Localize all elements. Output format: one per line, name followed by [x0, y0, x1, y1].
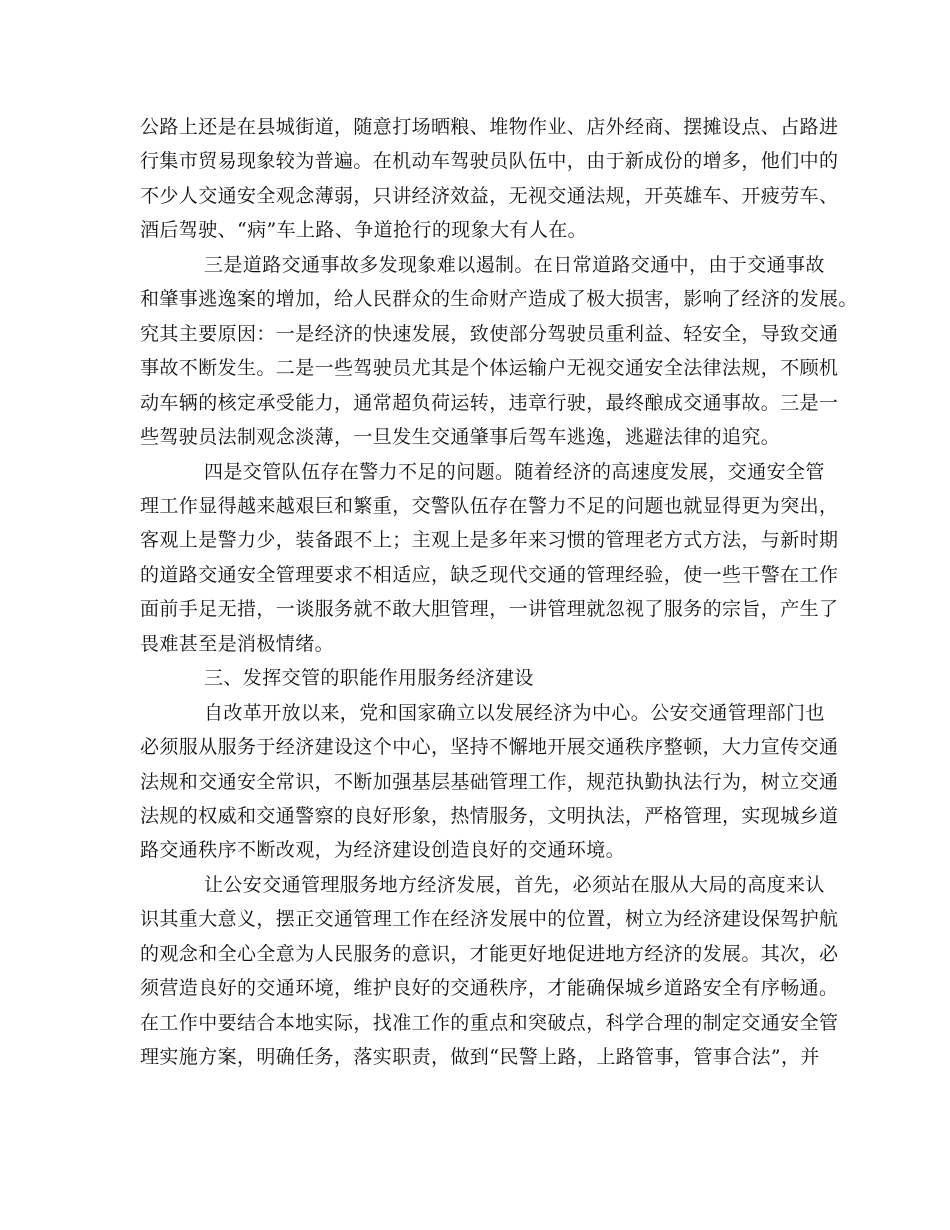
text-line: 理实施方案，明确任务，落实职责，做到“民警上路，上路管事，管事合法”，并: [140, 1046, 820, 1069]
paragraph-first-line: 四是交管队伍存在警力不足的问题。随着经济的高速度发展，交通安全管: [204, 460, 825, 483]
text-line: 识其重大意义，摆正交通管理工作在经济发展中的位置，树立为经济建设保驾护航: [140, 908, 839, 931]
text-line: 和肇事逃逸案的增加，给人民群众的生命财产造成了极大损害，影响了经济的发展。: [140, 288, 858, 311]
text-line: 法规和交通安全常识，不断加强基层基础管理工作，规范执勤执法行为，树立交通: [140, 770, 839, 793]
text-line: 在工作中要结合本地实际，找准工作的重点和突破点，科学合理的制定交通安全管: [140, 1011, 839, 1034]
text-line: 畏难甚至是消极情绪。: [140, 632, 335, 655]
text-line: 公路上还是在县城街道，随意打场晒粮、堆物作业、店外经商、摆摊设点、占路进: [140, 116, 839, 138]
text-line: 理工作显得越来越艰巨和繁重，交警队伍存在警力不足的问题也就显得更为突出，: [140, 494, 839, 517]
text-line: 动车辆的核定承受能力，通常超负荷运转，违章行驶，最终酿成交通事故。三是一: [140, 391, 839, 414]
text-line: 须营造良好的交通环境，维护良好的交通秩序，才能确保城乡道路安全有序畅通。: [140, 977, 839, 1000]
paragraph-first-line: 三、发挥交管的职能作用服务经济建设: [204, 667, 534, 690]
text-line: 不少人交通安全观念薄弱，只讲经济效益，无视交通法规，开英雄车、开疲劳车、: [140, 184, 839, 207]
text-line: 客观上是警力少，装备跟不上；主观上是多年来习惯的管理老方式方法，与新时期: [140, 529, 839, 552]
text-line: 必须服从服务于经济建设这个中心，坚持不懈地开展交通秩序整顿，大力宣传交通: [140, 736, 839, 759]
text-line: 事故不断发生。二是一些驾驶员尤其是个体运输户无视交通安全法律法规，不顾机: [140, 357, 839, 380]
text-line: 行集市贸易现象较为普遍。在机动车驾驶员队伍中，由于新成份的增多，他们中的: [140, 150, 839, 173]
text-line: 些驾驶员法制观念淡薄，一旦发生交通肇事后驾车逃逸，逃避法律的追究。: [140, 426, 781, 449]
text-line: 的观念和全心全意为人民服务的意识，才能更好地促进地方经济的发展。其次，必: [140, 942, 839, 965]
paragraph-first-line: 三是道路交通事故多发现象难以遏制。在日常道路交通中，由于交通事故: [204, 253, 825, 276]
text-line: 路交通秩序不断改观，为经济建设创造良好的交通环境。: [140, 839, 626, 862]
paragraph-first-line: 让公安交通管理服务地方经济发展，首先，必须站在服从大局的高度来认: [204, 873, 825, 896]
text-line: 的道路交通安全管理要求不相适应，缺乏现代交通的管理经验，使一些干警在工作: [140, 563, 839, 586]
text-line: 酒后驾驶、“病”车上路、争道抢行的现象大有人在。: [140, 219, 588, 242]
text-line: 法规的权威和交通警察的良好形象，热情服务，文明执法，严格管理，实现城乡道: [140, 805, 839, 827]
paragraph-first-line: 自改革开放以来，党和国家确立以发展经济为中心。公安交通管理部门也: [204, 701, 825, 724]
text-line: 面前手足无措，一谈服务就不敢大胆管理，一讲管理就忽视了服务的宗旨，产生了: [140, 598, 839, 621]
text-line: 究其主要原因：一是经济的快速发展，致使部分驾驶员重利益、轻安全，导致交通: [140, 322, 839, 345]
